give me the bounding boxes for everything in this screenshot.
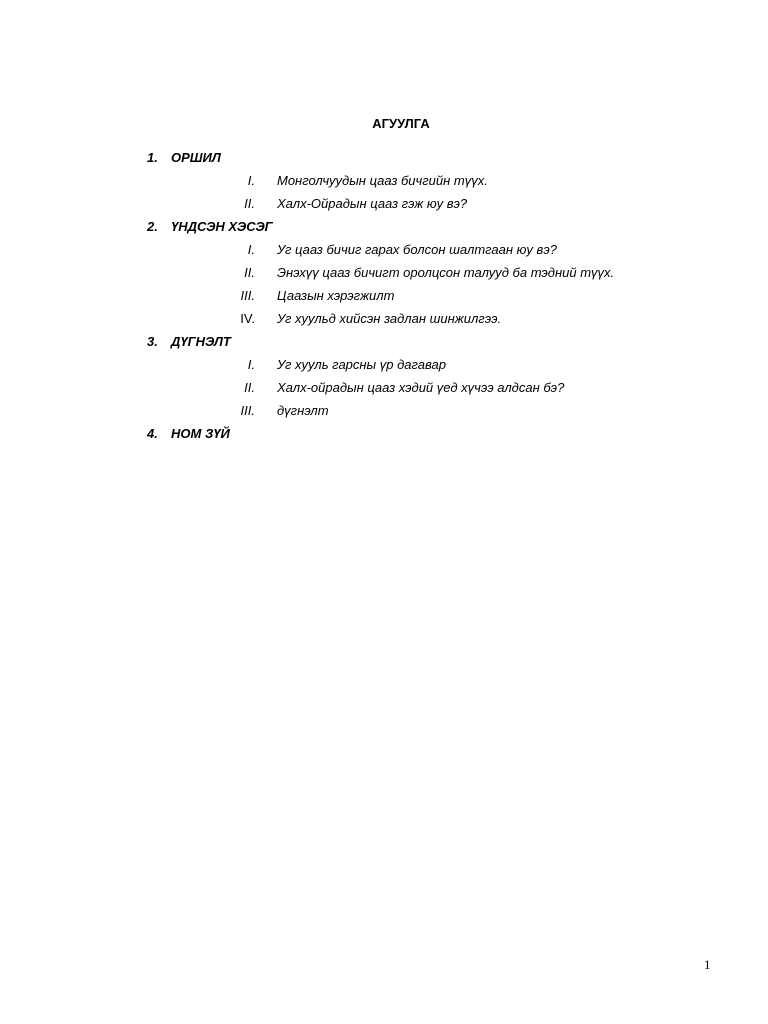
toc-section-1 [0,150,768,173]
toc-item [0,288,768,311]
item-text: Уг хууль гарсны үр дагавар [277,357,446,372]
item-number: I. [247,173,255,188]
section-number: 3. [147,334,158,349]
toc-section-3 [0,334,768,357]
page-title: АГУУЛГА [372,116,430,131]
section-title: ҮНДСЭН ХЭСЭГ [171,219,273,234]
item-number: II. [244,196,255,211]
item-number: II. [244,265,255,280]
toc-item [0,311,768,334]
page-number: 1 [704,957,711,972]
item-text: Уг хуульд хийсэн задлан шинжилгээ. [277,311,502,326]
item-number: II. [244,380,255,395]
section-number: 1. [147,150,158,165]
toc-item [0,173,768,196]
toc-item [0,265,768,288]
item-number: III. [240,288,255,303]
toc-item [0,380,768,403]
item-number: I. [247,357,255,372]
item-number: III. [240,403,255,418]
toc-item [0,357,768,380]
item-text: Халх-Ойрадын цааз гэж юу вэ? [277,196,468,211]
toc-item [0,242,768,265]
item-text: Цаазын хэрэгжилт [277,288,395,303]
toc-section-2 [0,219,768,242]
section-number: 2. [147,219,158,234]
toc-item [0,403,768,426]
toc-section-4 [0,426,768,449]
item-number: I. [247,242,255,257]
item-text: Монголчуудын цааз бичгийн түүх. [277,173,488,188]
section-title: ОРШИЛ [171,150,221,165]
section-title: НОМ ЗҮЙ [171,426,230,441]
table-of-contents [0,150,768,449]
section-title: ДҮГНЭЛТ [171,334,231,349]
toc-item [0,196,768,219]
item-text: дүгнэлт [277,403,329,418]
item-text: Уг цааз бичиг гарах болсон шалтгаан юу вэ? [277,242,557,257]
section-number: 4. [147,426,158,441]
item-number: IV. [240,311,255,326]
item-text: Халх-ойрадын цааз хэдий үед хүчээ алдсан бэ? [277,380,565,395]
item-text: Энэхүү цааз бичигт оролцсон талууд ба тэдний түүх. [277,265,615,280]
